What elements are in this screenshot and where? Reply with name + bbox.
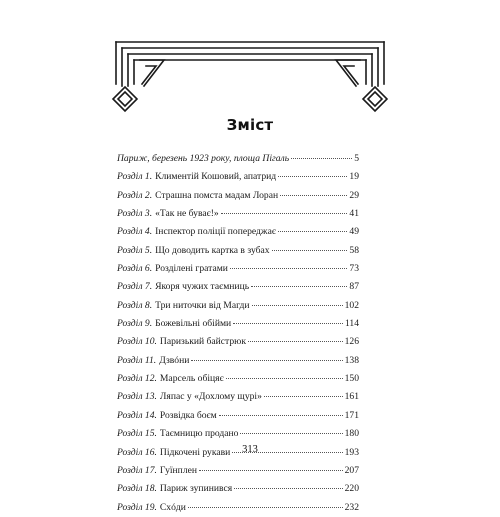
toc-entry-label: Розділ 13.	[117, 391, 157, 403]
toc-dot-leader	[272, 249, 348, 251]
toc-entry-page: 232	[344, 501, 359, 513]
toc-entry	[117, 333, 359, 351]
toc-dot-leader	[278, 175, 347, 177]
toc-entry	[117, 388, 359, 406]
toc-entry-title: Інспектор поліції попереджає	[155, 226, 276, 238]
toc-entry-label: Париж, березень 1923 року, площа Пігаль	[117, 153, 290, 164]
toc-entry-label: Розділ 10.	[117, 336, 157, 348]
toc-entry-page: 73	[349, 263, 359, 275]
toc-dot-leader	[199, 469, 343, 471]
toc-entry-title: Три ниточки від Магди	[155, 299, 250, 311]
toc-entry	[117, 223, 359, 241]
ornament-left-pillar	[113, 42, 164, 111]
toc-entry-title: Якоря чужих таємниць	[155, 281, 250, 293]
toc-dot-leader	[226, 377, 343, 379]
contents-heading: Зміст	[226, 116, 274, 134]
toc-entry	[117, 278, 359, 296]
toc-entry-page: 87	[349, 281, 359, 293]
toc-entry	[117, 462, 359, 480]
toc-entry-page: 5	[354, 153, 359, 164]
toc-entry-label: Розділ 2.	[117, 189, 153, 201]
toc-entry	[117, 407, 359, 425]
toc-entry-title: «Так не буває!»	[155, 208, 219, 220]
toc-entry-label: Розділ 8.	[117, 299, 153, 311]
toc-entry	[117, 168, 359, 186]
toc-entry	[117, 260, 359, 278]
toc-entry-title: Дзвóни	[159, 354, 190, 366]
toc-entry-label: Розділ 14.	[117, 409, 157, 421]
toc-entry-title: Божевільні обійми	[155, 318, 232, 330]
toc-entry-title: Ляпас у «Дохлому щурі»	[159, 391, 262, 403]
toc-entry-page: 19	[349, 171, 359, 183]
toc-entry-title: Розвідка боєм	[159, 409, 217, 421]
toc-dot-leader	[191, 359, 342, 361]
toc-dot-leader	[221, 212, 348, 214]
toc-entry-page: 150	[344, 373, 359, 385]
toc-dot-leader	[252, 304, 343, 306]
toc-entry-page: 58	[349, 244, 359, 256]
toc-dot-leader	[230, 267, 347, 269]
toc-entry-title: Таємницю продано	[159, 428, 239, 440]
toc-entry-label: Розділ 18.	[117, 483, 157, 495]
toc-entry-title: Климентій Кошовий, апатрид	[155, 171, 277, 183]
toc-dot-leader	[248, 340, 343, 342]
toc-dot-leader	[280, 194, 347, 196]
toc-entry-title: Страшна помста мадам Лоран	[155, 189, 279, 201]
toc-entry-label: Розділ 9.	[117, 318, 153, 330]
toc-entry-label: Розділ 17.	[117, 464, 157, 476]
toc-entry	[117, 315, 359, 333]
toc-entry	[117, 150, 359, 168]
toc-entry-title: Париж зупинився	[159, 483, 233, 495]
toc-entry-page: 193	[344, 446, 359, 458]
toc-entry	[117, 297, 359, 315]
toc-entry-label: Розділ 3.	[117, 208, 153, 220]
toc-entry-label: Розділ 15.	[117, 428, 157, 440]
toc-dot-leader	[251, 285, 347, 287]
toc-entry	[117, 499, 359, 517]
toc-entry-label: Розділ 6.	[117, 263, 153, 275]
toc-entry-label: Розділ 16.	[117, 446, 157, 458]
toc-entry-title: Підкочені рукави	[159, 446, 231, 458]
toc-dot-leader	[264, 395, 343, 397]
toc-entry-page: 220	[344, 483, 359, 495]
toc-dot-leader	[188, 506, 343, 508]
toc-entry-title: Марсель обіцяє	[159, 373, 224, 385]
ornamental-frame-icon	[0, 0, 500, 120]
toc-entry-title: Що доводить картка в зубах	[155, 244, 270, 256]
toc-entry-page: 49	[349, 226, 359, 238]
toc-entry	[117, 480, 359, 498]
toc-entry-title: Паризький байстрюк	[159, 336, 246, 348]
toc-entry-page: 29	[349, 189, 359, 201]
toc-dot-leader	[233, 322, 343, 324]
toc-entry	[117, 205, 359, 223]
toc-entry-page: 171	[344, 409, 359, 421]
toc-entry-label: Розділ 12.	[117, 373, 157, 385]
toc-entry-label: Розділ 1.	[117, 171, 153, 183]
toc-entry-title: Розділені гратами	[155, 263, 228, 275]
toc-entry	[117, 187, 359, 205]
toc-entry	[117, 370, 359, 388]
page-number: 313	[242, 444, 258, 455]
toc-entry-title: Схóди	[159, 501, 186, 513]
toc-entry	[117, 352, 359, 370]
toc-dot-leader	[234, 487, 342, 489]
toc-entry	[117, 425, 359, 443]
toc-entry-label: Розділ 11.	[117, 354, 157, 366]
toc-entry-label: Розділ 7.	[117, 281, 153, 293]
toc-entry-page: 207	[344, 464, 359, 476]
toc-entry-title: Гуїнплен	[159, 464, 197, 476]
toc-entry-page: 180	[344, 428, 359, 440]
toc-entry-label: Розділ 5.	[117, 244, 153, 256]
toc-entry-page: 114	[344, 318, 359, 330]
toc-entry	[117, 242, 359, 260]
toc-entry-page: 126	[344, 336, 359, 348]
toc-entry-page: 138	[344, 354, 359, 366]
toc-dot-leader	[291, 157, 352, 159]
toc-entry-label: Розділ 19.	[117, 501, 157, 513]
toc-entry-page: 102	[344, 299, 359, 311]
toc-entry-page: 161	[344, 391, 359, 403]
toc-dot-leader	[219, 414, 343, 416]
ornament-top-bars	[116, 42, 384, 60]
toc-entry-page: 41	[349, 208, 359, 220]
toc-dot-leader	[240, 432, 342, 434]
table-of-contents	[117, 150, 359, 517]
ornament-right-pillar	[336, 42, 387, 111]
toc-dot-leader	[278, 230, 347, 232]
toc-entry-label: Розділ 4.	[117, 226, 153, 238]
